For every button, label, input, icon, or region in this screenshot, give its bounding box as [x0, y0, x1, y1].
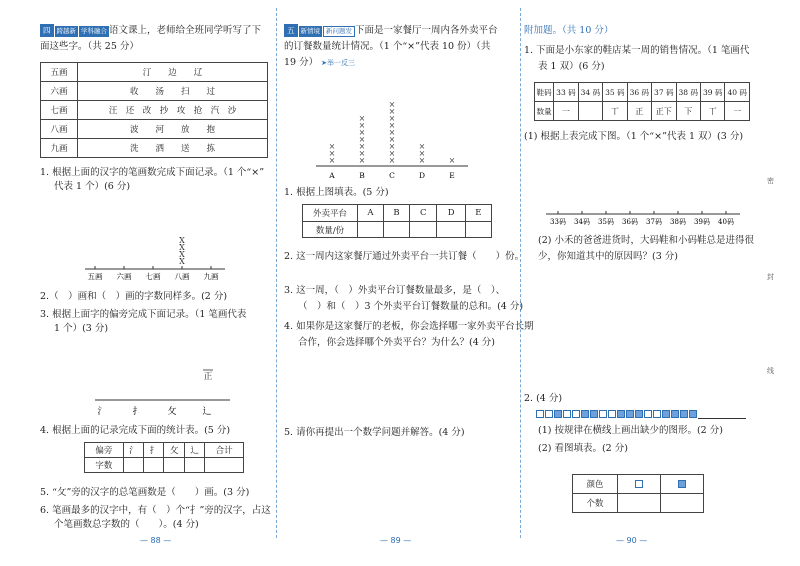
- answer-line[interactable]: [698, 418, 746, 419]
- table-header: D: [437, 205, 465, 222]
- table-header: A: [358, 205, 384, 222]
- bonus-title: 附加题。（共 10 分）: [524, 25, 614, 36]
- axis-label: 33码: [550, 218, 566, 226]
- table-header: 40 码: [725, 83, 750, 102]
- axis-label: 辶: [202, 407, 212, 417]
- white-square-icon: [608, 410, 616, 418]
- character-list: 波 河 放 抱: [78, 120, 268, 139]
- seal-line-text: 线: [767, 367, 774, 375]
- question-5: 5. 请你再提出一个数学问题并解答。(4 分): [284, 427, 465, 438]
- tally-cell: 丅: [603, 102, 627, 121]
- question-3-cont: 1 个）(3 分): [54, 323, 109, 334]
- bar-x-mark: ×: [328, 156, 336, 165]
- bar-x-mark: ×: [358, 114, 366, 123]
- bar-x-mark: ×: [358, 128, 366, 137]
- axis-label: 35码: [598, 218, 614, 226]
- question-2: 2. 这一周内这家餐厅通过外卖平台一共订餐（ ）份。: [284, 251, 525, 262]
- table-header: E: [465, 205, 491, 222]
- question-4: 4. 根据上面的记录完成下面的统计表。(5 分): [40, 425, 231, 436]
- bar-x-mark: ×: [388, 128, 396, 137]
- stroke-count-label: 八画: [41, 120, 78, 139]
- intro-text: 语文课上，老师给全班同学听写了下: [109, 25, 262, 36]
- table-row: [41, 82, 268, 101]
- table-header: 34 码: [578, 83, 602, 102]
- blue-square-icon: [581, 410, 589, 418]
- bar-x-mark: ×: [388, 100, 396, 109]
- x-mark: X: [179, 250, 185, 259]
- table-row: [41, 139, 268, 158]
- blue-square-icon: [689, 410, 697, 418]
- question-1: 1. 下面是小东家的鞋店某一周的销售情况。（1 笔画代: [524, 45, 750, 56]
- character-list: 汀 边 辽: [78, 63, 268, 82]
- category-label: E: [449, 171, 455, 180]
- axis-label: 34码: [574, 218, 590, 226]
- table-header: 偏旁: [85, 443, 124, 458]
- white-square-icon: [635, 480, 643, 488]
- axis-label: 40码: [718, 218, 734, 226]
- blue-square-icon: [626, 410, 634, 418]
- stroke-count-label: 五画: [41, 63, 78, 82]
- blue-square-icon: [590, 410, 598, 418]
- bar-x-mark: ×: [388, 121, 396, 130]
- blue-square-icon: [678, 480, 686, 488]
- question-3: 3. 根据上面字的偏旁完成下面记录。（1 笔画代表: [40, 309, 247, 320]
- stroke-count-label: 九画: [41, 139, 78, 158]
- left-column: [40, 0, 272, 566]
- square-pattern: [536, 408, 746, 419]
- color-count-table: [572, 474, 704, 513]
- sub-question-4: (2) 看图填表。(2 分): [538, 443, 628, 454]
- section-number: 四: [40, 24, 54, 37]
- tally-mark: 正: [203, 372, 213, 382]
- section-4-header: [40, 24, 261, 37]
- character-list: 洗 洒 送 拣: [78, 139, 268, 158]
- intro-text: 面这些字。（共 25 分）: [40, 41, 139, 52]
- bar-x-mark: ×: [358, 121, 366, 130]
- question-4-cont: 合作，你会选择哪个外卖平台？为什么？(4 分): [298, 337, 495, 348]
- stroke-count-label: 七画: [41, 101, 78, 120]
- table-header: 外卖平台: [303, 205, 358, 222]
- shoe-sales-table: [534, 82, 750, 121]
- table-header: 33 码: [554, 83, 578, 102]
- column-divider: [276, 8, 277, 538]
- stroke-count-label: 六画: [41, 82, 78, 101]
- table-header: B: [383, 205, 409, 222]
- table-header: 鞋码: [535, 83, 554, 102]
- white-square-icon: [653, 410, 661, 418]
- bar-x-mark: ×: [388, 142, 396, 151]
- question-6-cont: 个笔画数总字数的（ ）。(4 分): [54, 519, 199, 530]
- middle-column: [284, 0, 534, 566]
- seal-line-text: 密: [767, 177, 774, 185]
- axis-label: 扌: [132, 407, 142, 417]
- section-tag: 新情境: [300, 27, 320, 35]
- white-square-icon: [599, 410, 607, 418]
- bar-x-mark: ×: [418, 149, 426, 158]
- table-header: 颜色: [573, 475, 618, 494]
- radical-tally-chart: [90, 368, 240, 418]
- question-4: 4. 如果你是这家餐厅的老板，你会选择哪一家外卖平台长期: [284, 321, 534, 332]
- bar-x-mark: ×: [328, 149, 336, 158]
- question-2: 2.（ ）画和（ ）画的字数同样多。(2 分): [40, 291, 228, 302]
- question-1: 1. 根据上面的汉字的笔画数完成下面记录。（1 个“×”: [40, 167, 265, 178]
- question-1-cont: 表 1 双）(6 分): [538, 61, 605, 72]
- page-number: — 88 —: [140, 536, 172, 545]
- stroke-tally-chart: [80, 232, 230, 280]
- table-header: 39 码: [700, 83, 724, 102]
- blue-square-icon: [662, 410, 670, 418]
- question-2: 2. (4 分): [524, 393, 563, 404]
- axis-label: 五画: [87, 272, 103, 280]
- question-1-cont: 代表 1 个）(6 分): [54, 181, 131, 192]
- table-row-label: 数量/份: [303, 222, 358, 238]
- tally-cell: 正: [627, 102, 651, 121]
- category-label: A: [329, 171, 335, 180]
- platform-table: [302, 204, 492, 238]
- character-list: 汪 还 改 抄 攻 抢 汽 沙: [78, 101, 268, 120]
- white-square-icon: [545, 410, 553, 418]
- bar-x-mark: ×: [388, 156, 396, 165]
- right-column: [524, 0, 754, 566]
- axis-label: 37码: [646, 218, 662, 226]
- sub-question-1: (1) 根据上表完成下图。（1 个“×”代表 1 双）(3 分): [524, 131, 744, 142]
- blue-square-icon: [617, 410, 625, 418]
- tally-cell: 下: [676, 102, 700, 121]
- section-number: 五: [284, 24, 298, 37]
- table-row: [41, 101, 268, 120]
- axis-label: 七画: [145, 272, 161, 280]
- section-tag: 跨越新: [56, 27, 76, 35]
- sub-question-3: (1) 按规律在横线上画出缺少的图形。(2 分): [538, 425, 723, 436]
- table-header: 合计: [205, 443, 244, 458]
- seal-line-text: 封: [767, 273, 774, 281]
- bar-x-mark: ×: [328, 142, 336, 151]
- table-header: 36 码: [627, 83, 651, 102]
- page-number: — 89 —: [380, 536, 412, 545]
- bar-x-mark: ×: [388, 135, 396, 144]
- tally-cell: 一: [554, 102, 578, 121]
- axis-label: 八画: [174, 272, 190, 280]
- radical-stats-table: [84, 442, 244, 473]
- table-row: [41, 63, 268, 82]
- bar-x-mark: ×: [418, 156, 426, 165]
- intro-text: 19 分）: [284, 57, 319, 68]
- table-row-label: 个数: [573, 494, 618, 513]
- table-row-label: 数量: [535, 102, 554, 121]
- axis-label: 39码: [694, 218, 710, 226]
- table-row: [41, 120, 268, 139]
- table-row-label: 字数: [85, 458, 124, 473]
- blue-square-icon: [554, 410, 562, 418]
- table-header: 辶: [184, 443, 204, 458]
- tally-cell: 一: [725, 102, 750, 121]
- sub-question-2-cont: 少，你知道其中的原因吗？(3 分): [538, 251, 678, 262]
- tally-cell: [578, 102, 602, 121]
- table-header: 攵: [164, 443, 184, 458]
- category-label: B: [359, 171, 365, 180]
- axis-label: 九画: [203, 272, 219, 280]
- white-square-icon: [644, 410, 652, 418]
- white-square-icon: [572, 410, 580, 418]
- tally-cell: 正下: [652, 102, 676, 121]
- character-list: 收 汤 扫 过: [78, 82, 268, 101]
- related-link[interactable]: ➤举一反三: [321, 59, 356, 67]
- bar-x-mark: ×: [358, 149, 366, 158]
- table-header: C: [410, 205, 437, 222]
- axis-label: 38码: [670, 218, 686, 226]
- bar-x-mark: ×: [358, 156, 366, 165]
- section-tag: 新问题发: [323, 26, 355, 37]
- delivery-platform-chart: [314, 96, 474, 180]
- table-header: 扌: [144, 443, 164, 458]
- blue-square-icon: [680, 410, 688, 418]
- x-mark: X: [179, 236, 185, 245]
- axis-label: 攵: [167, 407, 177, 417]
- sub-question-2: (2) 小禾的爸爸进货时，大码鞋和小码鞋总是进得很: [538, 235, 754, 246]
- column-divider: [520, 8, 521, 538]
- bar-x-mark: ×: [358, 135, 366, 144]
- bar-x-mark: ×: [388, 107, 396, 116]
- question-3-cont: （ ）和（ ）3 个外卖平台订餐数量的总和。(4 分): [298, 301, 524, 312]
- bar-x-mark: ×: [388, 149, 396, 158]
- question-6: 6. 笔画最多的汉字中，有（ ）个“扌”旁的汉字，占这: [40, 505, 271, 516]
- table-header: 38 码: [676, 83, 700, 102]
- x-marks: [179, 236, 185, 266]
- question-1: 1. 根据上图填表。(5 分): [284, 187, 389, 198]
- bar-x-mark: ×: [418, 142, 426, 151]
- x-mark: X: [179, 257, 185, 266]
- table-header: 35 码: [603, 83, 627, 102]
- blue-square-icon: [671, 410, 679, 418]
- shoe-size-axis: [544, 196, 744, 226]
- bar-x-mark: ×: [448, 156, 456, 165]
- axis-label: 氵: [97, 407, 107, 417]
- blue-square-icon: [635, 410, 643, 418]
- white-square-icon: [536, 410, 544, 418]
- white-square-icon: [563, 410, 571, 418]
- bar-x-mark: ×: [388, 114, 396, 123]
- x-mark: X: [179, 243, 185, 252]
- section-5-header: [284, 24, 498, 37]
- question-5: 5. “攵”旁的汉字的总笔画数是（ ）画。(3 分): [40, 487, 250, 498]
- bar-x-mark: ×: [358, 142, 366, 151]
- section-tag: 学科融合: [81, 27, 107, 35]
- page-number: — 90 —: [616, 536, 648, 545]
- character-table: [40, 62, 268, 158]
- intro-text: 的订餐数量统计情况。（1 个“×”代表 10 份）（共: [284, 41, 491, 52]
- table-header: 氵: [123, 443, 143, 458]
- intro-text: 下面是一家餐厅一周内各外卖平台: [355, 25, 498, 36]
- tally-cell: 丅: [700, 102, 724, 121]
- axis-label: 36码: [622, 218, 638, 226]
- axis-label: 六画: [116, 272, 132, 280]
- category-label: C: [389, 171, 395, 180]
- table-header: 37 码: [652, 83, 676, 102]
- category-label: D: [418, 171, 426, 180]
- question-3: 3. 这一周，（ ）外卖平台订餐数量最多，是（ ）、: [284, 285, 506, 296]
